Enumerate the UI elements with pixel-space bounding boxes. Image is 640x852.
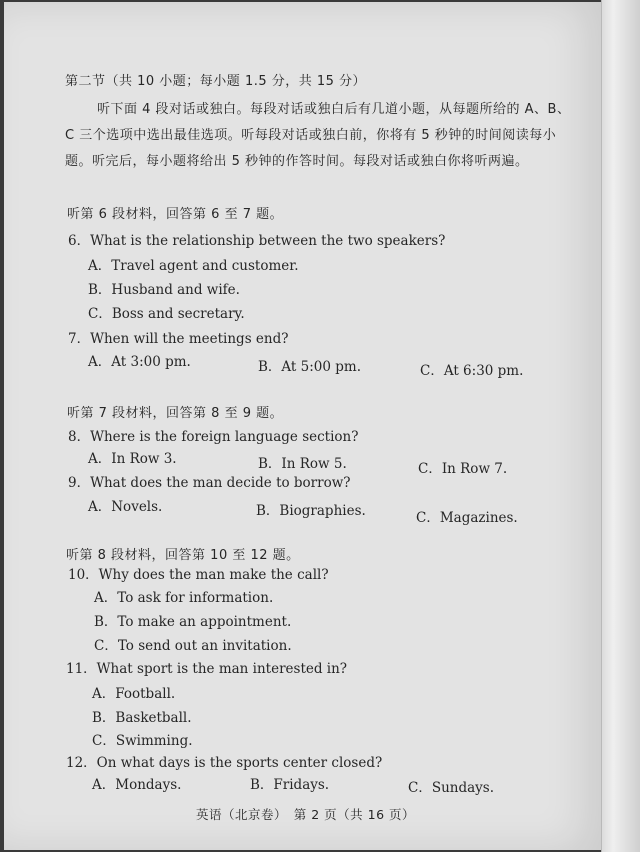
question-8-stem: 8．Where is the foreign language section? bbox=[68, 429, 359, 445]
question-10-option-b: B．To make an appointment. bbox=[94, 614, 292, 630]
question-12-option-c: C．Sundays. bbox=[408, 780, 495, 796]
question-12-stem: 12．On what days is the sports center closed? bbox=[66, 755, 383, 771]
page-footer: 英语（北京卷） 第 2 页（共 16 页） bbox=[196, 807, 416, 822]
question-9-option-c: C．Magazines. bbox=[416, 510, 518, 526]
question-6-option-c: C．Boss and secretary. bbox=[88, 306, 245, 322]
question-10-option-c: C．To send out an invitation. bbox=[94, 638, 292, 654]
question-11-option-a: A．Football. bbox=[92, 686, 176, 702]
group-heading: 听第 8 段材料，回答第 10 至 12 题。 bbox=[66, 548, 300, 563]
question-6-option-b: B．Husband and wife. bbox=[88, 282, 240, 298]
next-page-edge bbox=[601, 0, 640, 852]
question-12-option-a: A．Mondays. bbox=[92, 777, 182, 793]
question-7-option-c: C．At 6:30 pm. bbox=[420, 363, 524, 379]
question-7-option-b: B．At 5:00 pm. bbox=[258, 359, 361, 375]
question-8-option-c: C．In Row 7. bbox=[418, 461, 508, 477]
question-11-option-c: C．Swimming. bbox=[92, 733, 193, 749]
question-9-option-b: B．Biographies. bbox=[256, 503, 366, 519]
question-9-stem: 9．What does the man decide to borrow? bbox=[68, 475, 351, 491]
question-6-stem: 6．What is the relationship between the two speakers? bbox=[68, 233, 446, 249]
question-8-option-a: A．In Row 3. bbox=[88, 451, 177, 467]
question-11-stem: 11．What sport is the man interested in? bbox=[66, 661, 348, 677]
instruction-line-2: C 三个选项中选出最佳选项。听每段对话或独白前，你将有 5 秒钟的时间阅读每小 bbox=[65, 128, 557, 143]
question-12-option-b: B．Fridays. bbox=[250, 777, 330, 793]
instruction-line-3: 题。听完后，每小题将给出 5 秒钟的作答时间。每段对话或独白你将听两遍。 bbox=[65, 154, 529, 169]
question-11-option-b: B．Basketball. bbox=[92, 710, 192, 726]
question-7-stem: 7．When will the meetings end? bbox=[68, 331, 289, 347]
group-heading: 听第 6 段材料，回答第 6 至 7 题。 bbox=[67, 207, 284, 222]
question-7-option-a: A．At 3:00 pm. bbox=[88, 354, 191, 370]
question-9-option-a: A．Novels. bbox=[88, 499, 163, 515]
section-title: 第二节（共 10 小题；每小题 1.5 分，共 15 分） bbox=[65, 74, 367, 89]
question-10-option-a: A．To ask for information. bbox=[94, 590, 274, 606]
instruction-line-1: 听下面 4 段对话或独白。每段对话或独白后有几道小题，从每题所给的 A、B、 bbox=[97, 102, 571, 117]
question-8-option-b: B．In Row 5. bbox=[258, 456, 347, 472]
question-10-stem: 10．Why does the man make the call? bbox=[68, 567, 329, 583]
question-6-option-a: A．Travel agent and customer. bbox=[88, 258, 299, 274]
group-heading: 听第 7 段材料，回答第 8 至 9 题。 bbox=[67, 406, 284, 421]
